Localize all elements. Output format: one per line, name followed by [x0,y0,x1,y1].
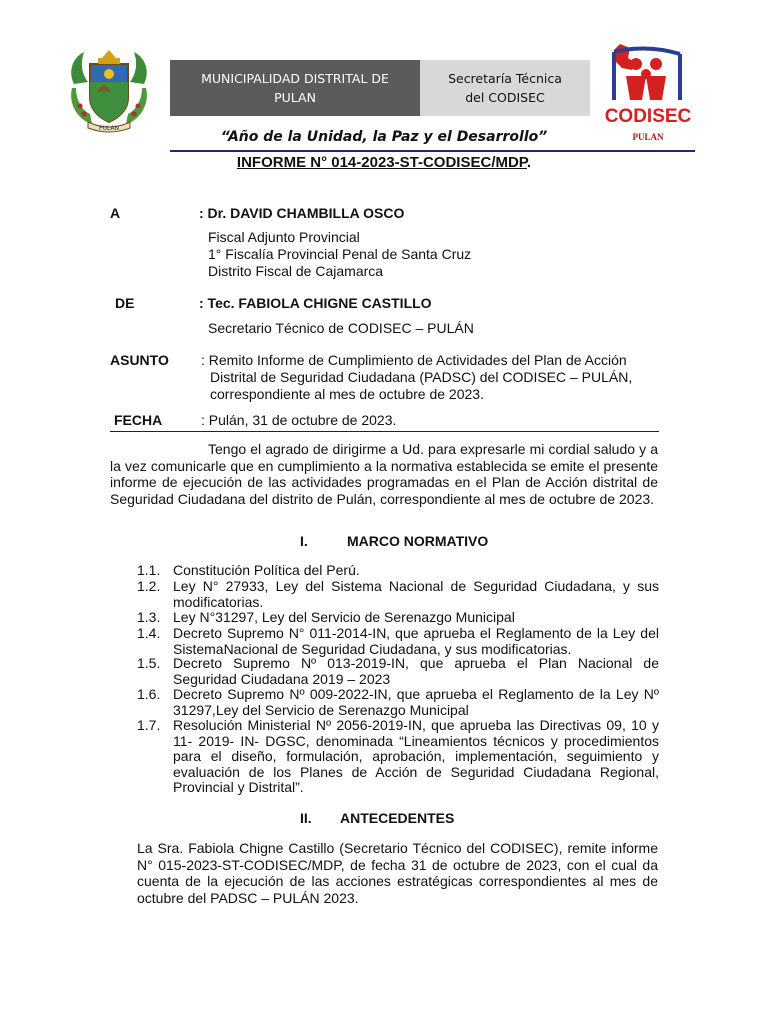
to-line: Fiscal Adjunto Provincial [208,229,360,245]
list-item-text: Ley N°31297, Ley del Servicio de Serenazgo Municipal [173,609,515,625]
date-label: FECHA [114,412,163,428]
antecedentes-paragraph: La Sra. Fabiola Chigne Castillo (Secretario Técnico del CODISEC), remite informe N° 015-2023-ST-CODISEC/MDP, de fecha 31 de octubre de 2023, con el cual da cuenta de la ejecución de las acciones estratégicas correspondientes al mes de octubre del PADSC – PULÁN 2023. [137,840,658,906]
secretaria-banner [420,60,590,116]
to-label: A [110,205,121,221]
list-item [137,563,659,579]
secretaria-name: Secretaría Técnica del CODISEC [448,71,562,105]
list-item-number: 1.7. [137,717,161,733]
logo-subtext: PULAN [632,132,664,142]
subject-line: Distrital de Seguridad Ciudadana (PADSC) del CODISEC – PULÁN, [210,369,633,385]
list-item [137,656,659,688]
list-item-text: Constitución Política del Perú. [173,562,360,578]
to-line: 1° Fiscalía Provincial Penal de Santa Cruz [208,246,472,262]
subject-label: ASUNTO [110,352,169,368]
section-title: ANTECEDENTES [340,810,455,826]
report-title [0,154,768,171]
list-item-text: Decreto Supremo N° 011-2014-IN, que aprueba el Reglamento de la Ley del SistemaNacional de Seguridad Ciudadana, y sus modificatorias. [173,625,659,657]
list-item [137,610,659,626]
list-item-number: 1.1. [137,562,161,578]
report-title-end: . [526,154,532,171]
list-item-text: Decreto Supremo Nº 013-2019-IN, que aprueba el Plan Nacional de Seguridad Ciudadana 2019 – 2023 [173,655,659,687]
subject-text [201,352,632,403]
section-title: MARCO NORMATIVO [347,533,489,549]
section-number: II. [300,810,312,826]
list-item-number: 1.3. [137,609,161,625]
list-item-number: 1.2. [137,578,161,594]
svg-text:PULAN: PULAN [98,125,120,132]
municipality-banner [170,60,420,116]
list-item [137,718,659,798]
to-position [208,229,471,280]
list-item-number: 1.4. [137,625,161,641]
section-number: I. [300,533,308,549]
list-item-number: 1.6. [137,686,161,702]
list-item [137,579,659,611]
to-name: : Dr. DAVID CHAMBILLA OSCO [199,205,405,221]
subject-line: : Remito Informe de Cumplimiento de Actividades del Plan de Acción [201,352,627,368]
list-item [137,626,659,658]
header-divider [170,150,695,152]
subject-line: correspondiente al mes de octubre de 2023. [210,386,484,402]
date-value: : Pulán, 31 de octubre de 2023. [201,412,397,428]
list-item-text: Decreto Supremo Nº 009-2022-IN, que aprueba el Reglamento de la Ley Nº 31297,Ley del Servicio de Serenazgo Municipal [173,686,659,718]
from-position: Secretario Técnico de CODISEC – PULÁN [208,320,474,336]
from-name: : Tec. FABIOLA CHIGNE CASTILLO [199,295,432,311]
from-label: DE [115,295,135,311]
municipality-name: MUNICIPALIDAD DISTRITAL DE PULAN [201,71,389,105]
memo-divider [110,431,659,432]
intro-paragraph: Tengo el agrado de dirigirme a Ud. para expresarle mi cordial saludo y a la vez comunicarle que en cumplimiento a la normativa establecida se emite el presente informe de ejecución de las actividades programadas en el Plan de Acción distrital de Seguridad Ciudadana del distrito de Pulán, correspondiente al mes de octubre de 2023. [110,441,658,507]
logo-text: CODISEC [604,106,692,127]
list-item-text: Resolución Ministerial Nº 2056-2019-IN, que aprueba las Directivas 09, 10 y 11- 2019- IN- DGSC, denominada “Lineamientos técnicos y procedimientos para el diseño, formulación, aprobación, implementación, seguimiento y evaluación de los Planes de Acción de Seguridad Ciudadana Regional, Provincial y Distrital”. [173,717,659,795]
municipal-crest-icon [62,44,156,136]
list-item [137,687,659,719]
to-line: Distrito Fiscal de Cajamarca [208,263,384,279]
year-slogan: “Año de la Unidad, la Paz y el Desarrollo” [220,129,548,145]
list-item-text: Ley N° 27933, Ley del Sistema Nacional de Seguridad Ciudadana, y sus modificatorias. [173,578,659,610]
list-item-number: 1.5. [137,655,161,671]
report-title-text: INFORME N° 014-2023-ST-CODISEC/MDP [236,154,527,171]
